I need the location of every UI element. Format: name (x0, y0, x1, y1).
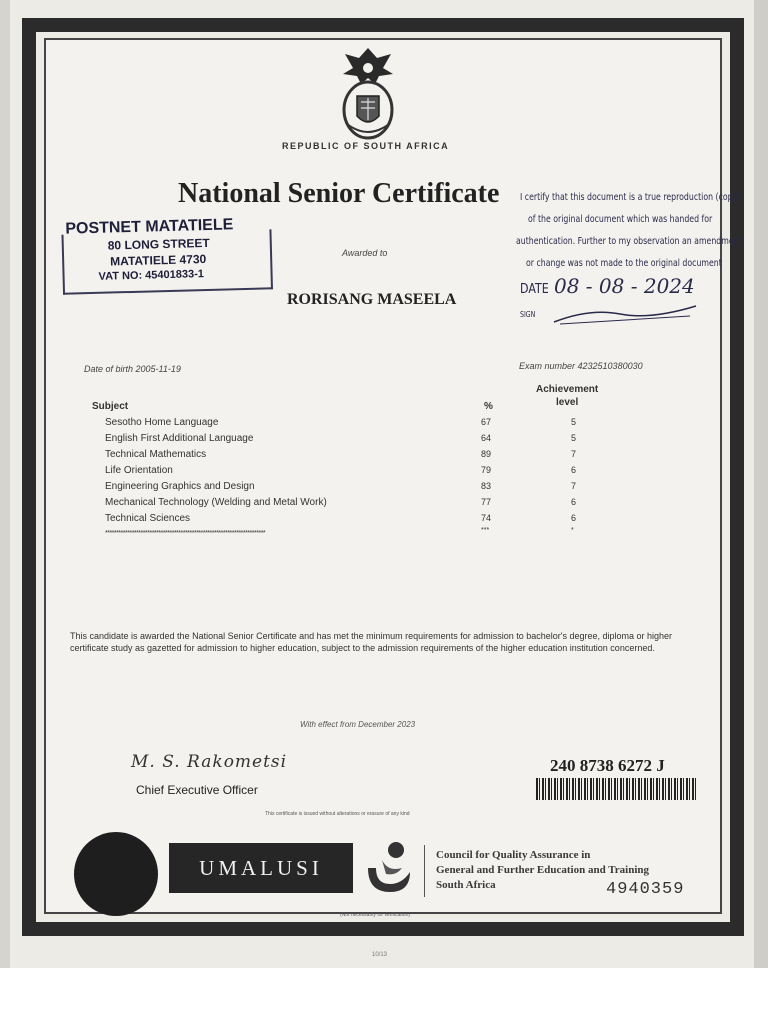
subject-percent: 77 (481, 497, 492, 507)
percent-header: % (484, 401, 493, 412)
copy-stamp-line3: authentication. Further to my observation an amendment (516, 236, 742, 247)
serial-number: 240 8738 6272 J (550, 756, 665, 775)
table-row (105, 481, 577, 492)
subject-percent: 64 (481, 433, 492, 443)
subject-name: Life Orientation (105, 465, 173, 476)
subject-percent: 79 (481, 465, 492, 475)
subject-level: 5 (571, 417, 577, 427)
copy-stamp-line2: of the original document which was handed for (528, 214, 713, 225)
subject-name: Engineering Graphics and Design (105, 481, 255, 492)
barcode (536, 778, 698, 800)
copy-stamp-line1: I certify that this document is a true reproduction (copy) (520, 192, 741, 203)
achievement-level-header (536, 383, 598, 409)
subject-level: 7 (571, 481, 577, 491)
exam-number: Exam number 4232510380030 (519, 361, 643, 371)
effect-date: With effect from December 2023 (300, 720, 416, 729)
ceo-title: Chief Executive Officer (136, 783, 258, 797)
subject-level: 6 (571, 513, 577, 523)
percent-end-marker: *** (481, 527, 490, 534)
umalusi-name: UMALUSI (199, 856, 323, 880)
certificate-fine-print: This certificate is issued without alterations or erasure of any kind (265, 811, 410, 817)
ceo-signature: M. S. Rakometsi (131, 752, 288, 772)
subject-percent: 83 (481, 481, 492, 491)
copy-stamp-date: 08 - 08 - 2024 (554, 274, 695, 298)
date-of-birth: Date of birth 2005-11-19 (84, 364, 181, 374)
subject-percent: 89 (481, 449, 492, 459)
postnet-line3: MATATIELE 4730 (110, 252, 207, 269)
candidate-name: RORISANG MASEELA (287, 291, 457, 308)
postnet-line2: 80 LONG STREET (107, 235, 210, 253)
achievement-header-line1: Achievement (536, 384, 599, 395)
subject-header: Subject (92, 401, 129, 412)
page-number: 10/13 (372, 952, 388, 958)
subject-name: English First Additional Language (105, 433, 254, 444)
copy-stamp-sign-label: SIGN (520, 310, 536, 319)
certified-copy-stamp (490, 190, 762, 330)
award-statement: This candidate is awarded the National Senior Certificate and has met the minimum requirements for admission to bachelor's degree, diploma or higher certificate study as gazetted for admission to higher education, subject to the admission requirements of the higher education institution concerned. (70, 631, 673, 653)
subject-name: Sesotho Home Language (105, 417, 219, 428)
subject-level: 7 (571, 449, 577, 459)
copy-stamp-signature (550, 304, 700, 326)
coat-of-arms-icon (337, 44, 399, 140)
subject-level: 6 (571, 465, 577, 475)
control-number: 4940359 (606, 880, 685, 899)
postnet-stamp (61, 215, 275, 291)
table-row (105, 513, 577, 524)
subject-percent: 67 (481, 417, 492, 427)
subject-name: Mechanical Technology (Welding and Metal Work) (105, 497, 327, 508)
postnet-line1: POSTNET MATATIELE (65, 216, 234, 238)
table-row (105, 433, 577, 444)
subject-level: 6 (571, 497, 577, 507)
table-row (105, 417, 577, 428)
table-end-row (105, 527, 574, 538)
verification-fine-print: (Not necessarily for verification) (340, 912, 411, 918)
photo-edge-right (754, 0, 768, 968)
achievement-header-line2: level (556, 397, 579, 408)
copy-stamp-date-label: DATE (520, 282, 549, 297)
umalusi-divider (424, 845, 425, 897)
table-row (105, 465, 577, 476)
certificate-title: National Senior Certificate (178, 178, 500, 209)
level-end-marker: * (571, 527, 574, 534)
subject-level: 5 (571, 433, 577, 443)
council-line2: General and Further Education and Training (436, 864, 650, 876)
subject-name: Technical Mathematics (105, 449, 207, 460)
subject-percent: 74 (481, 513, 492, 523)
photo-edge-left (0, 0, 10, 968)
table-row (105, 497, 577, 508)
umalusi-logo-icon (362, 838, 414, 896)
council-line1: Council for Quality Assurance in (436, 849, 591, 861)
republic-heading: REPUBLIC OF SOUTH AFRICA (282, 141, 450, 151)
table-end-dashes: ************************************************************************ (105, 530, 266, 537)
embossed-seal (74, 832, 158, 916)
copy-stamp-line4: or change was not made to the original document (526, 258, 722, 269)
council-line3: South Africa (436, 879, 496, 891)
awarded-to-label: Awarded to (342, 248, 388, 258)
subject-name: Technical Sciences (105, 513, 191, 524)
table-row (105, 449, 577, 460)
postnet-line4: VAT NO: 45401833-1 (98, 268, 205, 283)
